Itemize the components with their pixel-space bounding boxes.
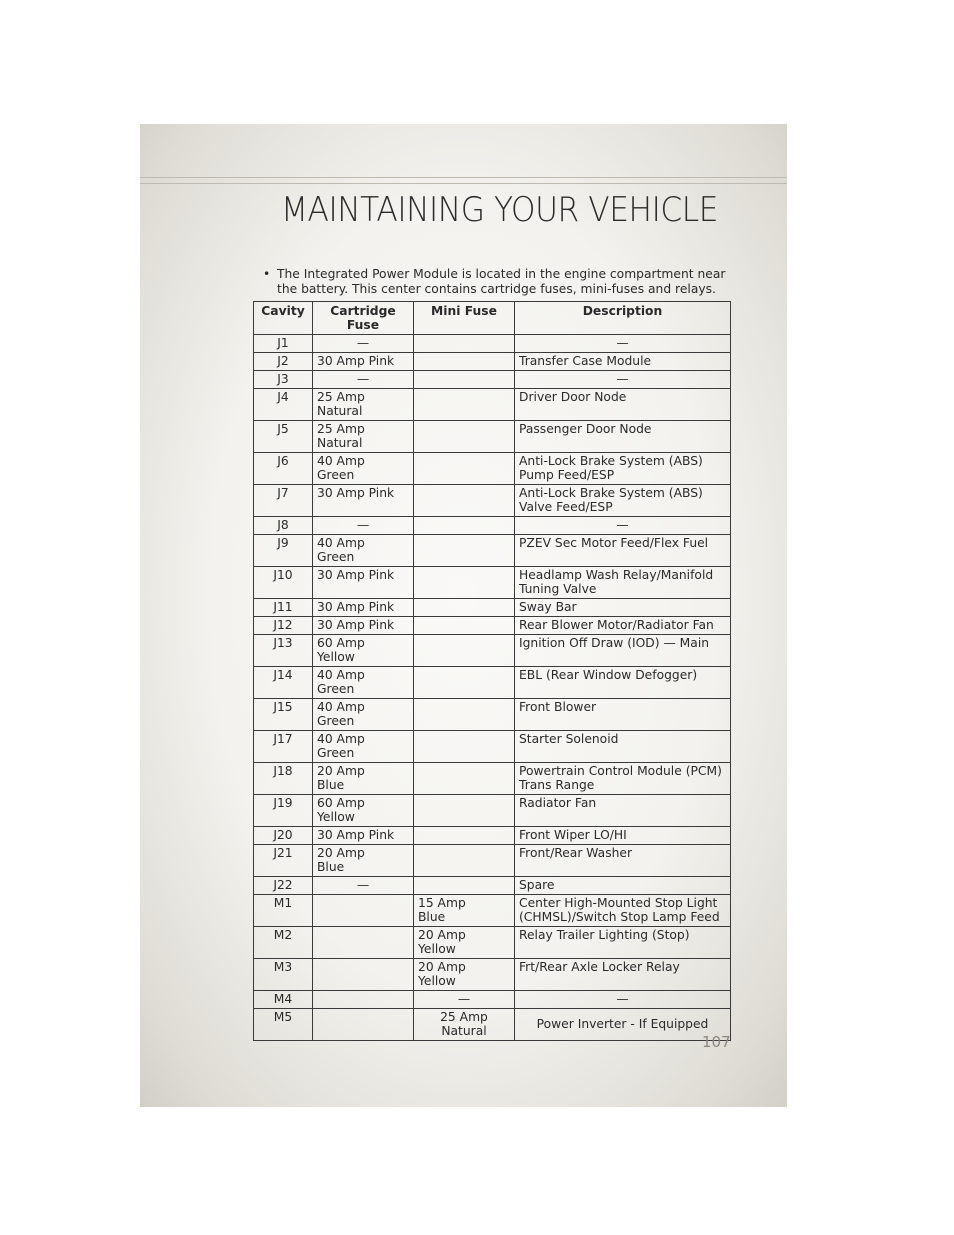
cell-cavity: J19 bbox=[254, 795, 313, 827]
cell-cavity: M3 bbox=[254, 959, 313, 991]
cell-mini bbox=[414, 389, 515, 421]
cell-cartridge: 30 Amp Pink bbox=[313, 599, 414, 617]
cell-cartridge: 30 Amp Pink bbox=[313, 827, 414, 845]
cell-cartridge: — bbox=[313, 517, 414, 535]
cell-cartridge bbox=[313, 991, 414, 1009]
table-row bbox=[254, 421, 731, 453]
cell-description: EBL (Rear Window Defogger) bbox=[515, 667, 731, 699]
header-rule-top bbox=[140, 177, 787, 178]
cell-mini: 20 Amp Yellow bbox=[414, 959, 515, 991]
cell-cartridge: — bbox=[313, 877, 414, 895]
cell-cavity: J4 bbox=[254, 389, 313, 421]
cell-mini bbox=[414, 877, 515, 895]
table-row bbox=[254, 635, 731, 667]
cell-cartridge: 25 Amp Natural bbox=[313, 421, 414, 453]
cell-description: Front Wiper LO/HI bbox=[515, 827, 731, 845]
cell-cavity: M5 bbox=[254, 1009, 313, 1041]
cell-cartridge: 30 Amp Pink bbox=[313, 617, 414, 635]
cell-mini bbox=[414, 371, 515, 389]
cell-cavity: J12 bbox=[254, 617, 313, 635]
intro-bullet bbox=[263, 267, 743, 297]
cell-cavity: J8 bbox=[254, 517, 313, 535]
page-number: 107 bbox=[702, 1033, 731, 1051]
cell-cartridge: 20 Amp Blue bbox=[313, 763, 414, 795]
table-row bbox=[254, 617, 731, 635]
cell-description: Rear Blower Motor/Radiator Fan bbox=[515, 617, 731, 635]
table-row bbox=[254, 599, 731, 617]
cell-cavity: M2 bbox=[254, 927, 313, 959]
header-mini-fuse: Mini Fuse bbox=[414, 302, 515, 335]
cell-cartridge: 20 Amp Blue bbox=[313, 845, 414, 877]
cell-mini bbox=[414, 827, 515, 845]
cell-cartridge: 40 Amp Green bbox=[313, 667, 414, 699]
cell-description: — bbox=[515, 335, 731, 353]
cell-cartridge: 60 Amp Yellow bbox=[313, 635, 414, 667]
fuse-table-body bbox=[254, 335, 731, 1041]
table-row bbox=[254, 927, 731, 959]
cell-cavity: J3 bbox=[254, 371, 313, 389]
table-row bbox=[254, 795, 731, 827]
cell-cartridge bbox=[313, 959, 414, 991]
cell-mini bbox=[414, 535, 515, 567]
table-row bbox=[254, 877, 731, 895]
cell-description: — bbox=[515, 517, 731, 535]
cell-description: Ignition Off Draw (IOD) — Main bbox=[515, 635, 731, 667]
cell-cavity: J14 bbox=[254, 667, 313, 699]
cell-description: Anti-Lock Brake System (ABS) Pump Feed/ESP bbox=[515, 453, 731, 485]
cell-cartridge: 60 Amp Yellow bbox=[313, 795, 414, 827]
cell-mini bbox=[414, 795, 515, 827]
cell-cavity: J21 bbox=[254, 845, 313, 877]
cell-description: Sway Bar bbox=[515, 599, 731, 617]
cell-description: Relay Trailer Lighting (Stop) bbox=[515, 927, 731, 959]
cell-cavity: J18 bbox=[254, 763, 313, 795]
table-row bbox=[254, 991, 731, 1009]
table-row bbox=[254, 763, 731, 795]
cell-cavity: J11 bbox=[254, 599, 313, 617]
cell-description: Driver Door Node bbox=[515, 389, 731, 421]
table-row bbox=[254, 371, 731, 389]
cell-description: PZEV Sec Motor Feed/Flex Fuel bbox=[515, 535, 731, 567]
cell-description: Center High-Mounted Stop Light (CHMSL)/Switch Stop Lamp Feed bbox=[515, 895, 731, 927]
table-row bbox=[254, 827, 731, 845]
cell-description: Transfer Case Module bbox=[515, 353, 731, 371]
table-row bbox=[254, 567, 731, 599]
cell-mini bbox=[414, 599, 515, 617]
cell-mini bbox=[414, 667, 515, 699]
header-cavity: Cavity bbox=[254, 302, 313, 335]
table-row bbox=[254, 731, 731, 763]
cell-mini bbox=[414, 421, 515, 453]
cell-mini bbox=[414, 517, 515, 535]
cell-cartridge bbox=[313, 1009, 414, 1041]
table-row bbox=[254, 453, 731, 485]
cell-cavity: J22 bbox=[254, 877, 313, 895]
header-cartridge-fuse bbox=[313, 302, 414, 335]
cell-description: Passenger Door Node bbox=[515, 421, 731, 453]
cell-cartridge: 30 Amp Pink bbox=[313, 485, 414, 517]
page-title: MAINTAINING YOUR VEHICLE bbox=[281, 190, 719, 230]
header-rule-bottom bbox=[140, 183, 787, 184]
table-row bbox=[254, 959, 731, 991]
cell-description: Powertrain Control Module (PCM) Trans Range bbox=[515, 763, 731, 795]
cell-cavity: J1 bbox=[254, 335, 313, 353]
intro-text: The Integrated Power Module is located in the engine compartment near the battery. This center contains cartridge fuses, mini-fuses and relays. bbox=[277, 267, 726, 296]
table-row bbox=[254, 845, 731, 877]
cell-cavity: J17 bbox=[254, 731, 313, 763]
cell-cartridge: 40 Amp Green bbox=[313, 535, 414, 567]
cell-mini: — bbox=[414, 991, 515, 1009]
cell-cavity: J6 bbox=[254, 453, 313, 485]
cell-description: — bbox=[515, 991, 731, 1009]
cell-mini bbox=[414, 635, 515, 667]
page-panel bbox=[140, 124, 787, 1107]
cell-mini bbox=[414, 845, 515, 877]
cell-cavity: J13 bbox=[254, 635, 313, 667]
cell-description: Starter Solenoid bbox=[515, 731, 731, 763]
cell-cartridge: — bbox=[313, 371, 414, 389]
table-row bbox=[254, 389, 731, 421]
header-description: Description bbox=[515, 302, 731, 335]
cell-mini bbox=[414, 763, 515, 795]
cell-cartridge bbox=[313, 927, 414, 959]
cell-mini bbox=[414, 731, 515, 763]
cell-mini: 20 Amp Yellow bbox=[414, 927, 515, 959]
cell-cavity: M4 bbox=[254, 991, 313, 1009]
table-row bbox=[254, 335, 731, 353]
cell-cartridge: 40 Amp Green bbox=[313, 731, 414, 763]
cell-cavity: J7 bbox=[254, 485, 313, 517]
fuse-table bbox=[253, 301, 731, 1041]
cell-mini bbox=[414, 567, 515, 599]
cell-cavity: J20 bbox=[254, 827, 313, 845]
table-row bbox=[254, 485, 731, 517]
cell-mini: 25 Amp Natural bbox=[414, 1009, 515, 1041]
cell-mini: 15 Amp Blue bbox=[414, 895, 515, 927]
cell-mini bbox=[414, 617, 515, 635]
cell-description: — bbox=[515, 371, 731, 389]
table-row bbox=[254, 1009, 731, 1041]
cell-cartridge: 40 Amp Green bbox=[313, 453, 414, 485]
cell-description: Power Inverter - If Equipped bbox=[515, 1009, 731, 1041]
cell-description: Anti-Lock Brake System (ABS) Valve Feed/ESP bbox=[515, 485, 731, 517]
table-row bbox=[254, 353, 731, 371]
table-row bbox=[254, 699, 731, 731]
cell-cartridge: 40 Amp Green bbox=[313, 699, 414, 731]
table-header-row bbox=[254, 302, 731, 335]
cell-cartridge: 30 Amp Pink bbox=[313, 353, 414, 371]
cell-mini bbox=[414, 699, 515, 731]
cell-cavity: J15 bbox=[254, 699, 313, 731]
cell-description: Front/Rear Washer bbox=[515, 845, 731, 877]
cell-description: Radiator Fan bbox=[515, 795, 731, 827]
cell-mini bbox=[414, 353, 515, 371]
cell-mini bbox=[414, 485, 515, 517]
cell-description: Spare bbox=[515, 877, 731, 895]
header-cartridge-text: Cartridge Fuse bbox=[330, 304, 396, 332]
cell-cavity: J9 bbox=[254, 535, 313, 567]
cell-cartridge: 25 Amp Natural bbox=[313, 389, 414, 421]
bullet-symbol: • bbox=[263, 267, 271, 281]
cell-cartridge bbox=[313, 895, 414, 927]
table-row bbox=[254, 667, 731, 699]
cell-description: Front Blower bbox=[515, 699, 731, 731]
cell-cavity: J5 bbox=[254, 421, 313, 453]
table-row bbox=[254, 517, 731, 535]
table-row bbox=[254, 535, 731, 567]
cell-cavity: J10 bbox=[254, 567, 313, 599]
cell-cartridge: 30 Amp Pink bbox=[313, 567, 414, 599]
cell-mini bbox=[414, 453, 515, 485]
cell-description: Headlamp Wash Relay/Manifold Tuning Valve bbox=[515, 567, 731, 599]
cell-mini bbox=[414, 335, 515, 353]
table-row bbox=[254, 895, 731, 927]
cell-description: Frt/Rear Axle Locker Relay bbox=[515, 959, 731, 991]
cell-cavity: M1 bbox=[254, 895, 313, 927]
cell-cavity: J2 bbox=[254, 353, 313, 371]
cell-cartridge: — bbox=[313, 335, 414, 353]
